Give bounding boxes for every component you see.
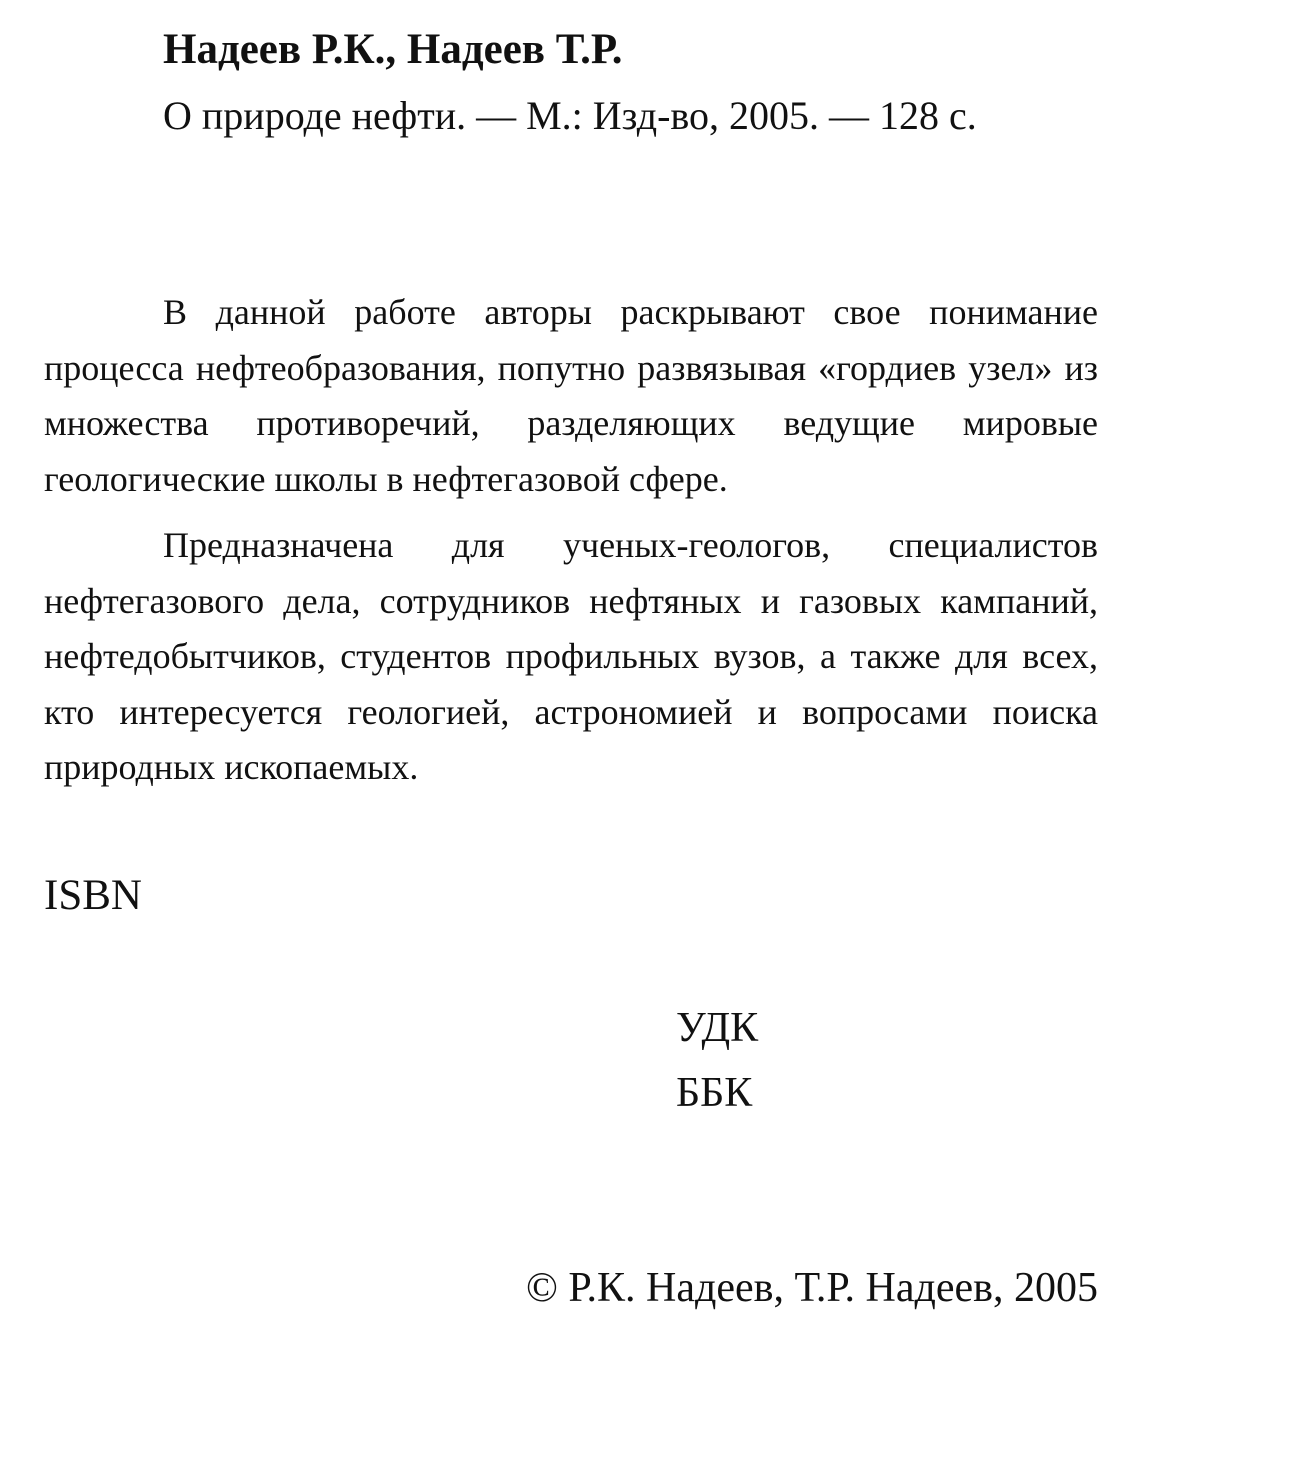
annotation bbox=[44, 285, 1098, 796]
udk-label: УДК bbox=[676, 1005, 759, 1051]
bbk-label: ББК bbox=[676, 1070, 753, 1116]
authors-heading: Надеев Р.К., Надеев Т.Р. bbox=[163, 26, 623, 73]
annotation-paragraph: Предназначена для ученых-геологов, специалистов нефтегазового дела, сотрудников нефтяных и газовых кампаний, нефтедобытчиков, студентов профильных вузов, а также для всех, кто интересуется геологией, астрономией и вопросами поиска природных ископаемых. bbox=[44, 525, 1098, 787]
copyright-notice: © Р.К. Надеев, Т.Р. Надеев, 2005 bbox=[525, 1265, 1098, 1311]
annotation-paragraph: В данной работе авторы раскрывают свое понимание процесса нефтеобразования, попутно развязывая «гордиев узел» из множества противоречий, разделяющих ведущие мировые геологические школы в нефтегазовой сфере. bbox=[44, 292, 1098, 499]
bibliographic-description: О природе нефти. — М.: Изд-во, 2005. — 128 с. bbox=[163, 93, 977, 138]
isbn-label: ISBN bbox=[44, 872, 142, 919]
